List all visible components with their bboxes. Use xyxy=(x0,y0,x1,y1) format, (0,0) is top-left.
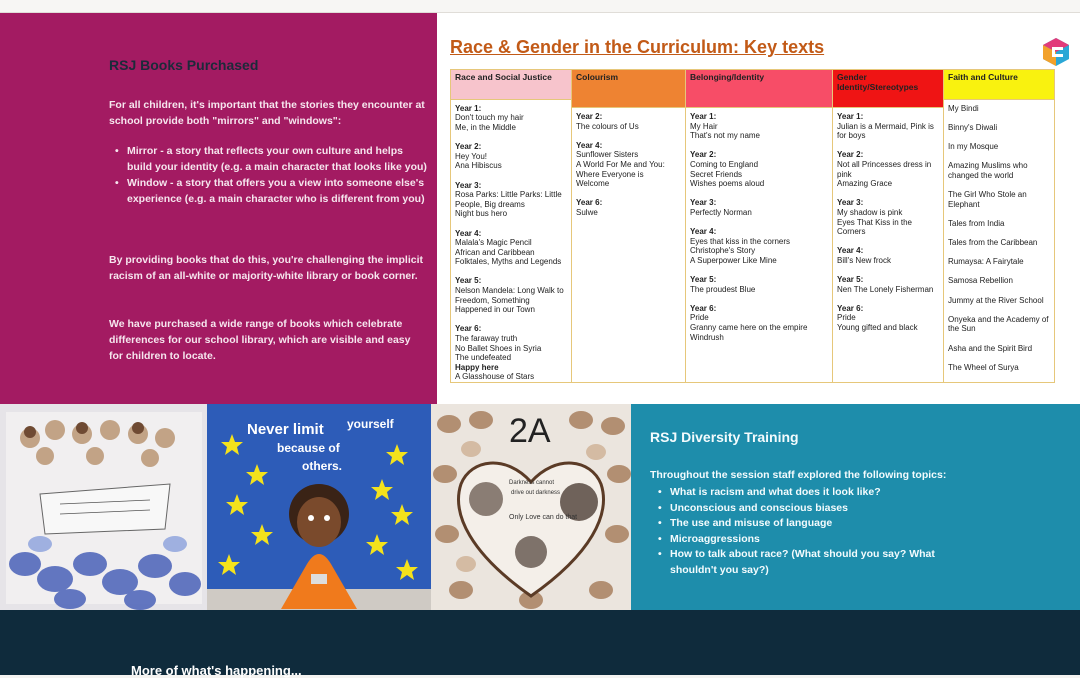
book-title: Folktales, Myths and Legends xyxy=(455,257,562,267)
year-label: Year 3: xyxy=(690,198,717,208)
book-title: Where Everyone is xyxy=(576,169,644,179)
year-label: Year 5: xyxy=(690,275,717,285)
mirror-window-list xyxy=(109,143,427,207)
year-label: Year 5: xyxy=(455,276,482,286)
column-body xyxy=(833,108,943,342)
year-label: Year 4: xyxy=(837,246,864,256)
svg-text:because of: because of xyxy=(277,441,340,455)
book-title: pink xyxy=(837,169,852,179)
key-texts-panel xyxy=(437,13,1080,404)
book-title: A World For Me and You: xyxy=(576,159,665,169)
book-title: The faraway truth xyxy=(455,334,518,344)
book-title: Me, in the Middle xyxy=(455,122,516,132)
book-title: Hey You! xyxy=(455,151,488,161)
book-title: My shadow is pink xyxy=(837,207,903,217)
column-faith-culture xyxy=(944,70,1054,382)
svg-text:others.: others. xyxy=(302,459,343,473)
book-title: Binny's Diwali xyxy=(948,122,998,132)
book-title: In my Mosque xyxy=(948,142,999,152)
key-texts-title: Race & Gender in the Curriculum: Key texts xyxy=(450,37,825,57)
book-title: The proudest Blue xyxy=(690,284,756,294)
year-label: Year 6: xyxy=(576,198,603,208)
key-texts-table xyxy=(450,69,1055,383)
book-title: Coming to England xyxy=(690,159,759,169)
book-title: Malala's Magic Pencil xyxy=(455,238,532,248)
book-title: Night bus hero xyxy=(455,209,508,219)
svg-text:Never limit: Never limit xyxy=(247,421,324,438)
never-limit-poster-photo xyxy=(207,404,431,610)
book-title: Onyeka and the Academy of the Sun xyxy=(948,314,1049,334)
window-bullet: • Window - a story that offers you a view into someone else's experience (e.g. a main character who is different from you) xyxy=(109,175,427,207)
topic-item: • What is racism and what does it look like? xyxy=(650,485,960,501)
book-title: Don't touch my hair xyxy=(455,113,524,123)
topic-item: • Unconscious and conscious biases xyxy=(650,501,960,517)
column-header: Belonging/Identity xyxy=(686,70,832,108)
class-2a-heart-photo xyxy=(431,404,631,610)
topic-item: • How to talk about race? (What should you say? What shouldn't you say?) xyxy=(650,547,960,578)
top-bar xyxy=(0,0,1080,13)
training-title: RSJ Diversity Training xyxy=(650,429,799,445)
book-title: Amazing Grace xyxy=(837,179,893,189)
year-label: Year 4: xyxy=(455,228,482,238)
column-header: Faith and Culture xyxy=(944,70,1054,100)
book-title: Samosa Rebellion xyxy=(948,276,1013,286)
book-title: Christophe's Story xyxy=(690,246,756,256)
year-label: Year 3: xyxy=(837,198,864,208)
book-title: My Hair xyxy=(690,121,718,131)
book-title: Granny came here on the empire xyxy=(690,323,808,333)
book-title: Sulwe xyxy=(576,207,598,217)
column-gender-identity xyxy=(833,70,944,382)
column-body xyxy=(686,108,832,352)
topic-item: • The use and misuse of language xyxy=(650,516,960,532)
svg-text:Darkness cannot: Darkness cannot xyxy=(509,480,555,486)
more-happening-heading: More of what's happening... xyxy=(131,663,302,678)
rsj-books-intro: For all children, it's important that the stories they encounter at school provide both "mirrors" and "windows": xyxy=(109,99,425,127)
book-title: Nen The Lonely Fisherman xyxy=(837,284,934,294)
column-body xyxy=(451,100,571,382)
book-title: Windrush xyxy=(690,332,724,342)
book-title: The colours of Us xyxy=(576,121,639,131)
svg-text:Only Love can do that: Only Love can do that xyxy=(509,514,578,521)
book-title: The Girl Who Stole an Elephant xyxy=(948,190,1027,209)
rsj-books-panel xyxy=(0,13,437,404)
book-title: Happened in our Town xyxy=(455,305,535,315)
book-title: Tales from India xyxy=(948,218,1005,228)
book-title: Wishes poems aloud xyxy=(690,179,765,189)
year-label: Year 1: xyxy=(837,112,864,121)
book-title: Happy here xyxy=(455,362,499,372)
book-title: African and Caribbean xyxy=(455,247,535,257)
book-title: A Superpower Like Mine xyxy=(690,255,777,265)
rsj-books-para3: We have purchased a wide range of books which celebrate differences for our school library, which are visible and easy for children to locate. xyxy=(109,318,411,362)
book-title: Ana Hibiscus xyxy=(455,161,502,171)
book-title: Eyes That Kiss in the xyxy=(837,217,912,227)
book-title: Young gifted and black xyxy=(837,323,918,333)
year-label: Year 6: xyxy=(690,303,717,313)
book-title: Perfectly Norman xyxy=(690,207,752,217)
column-body xyxy=(944,100,1054,382)
year-label: Year 2: xyxy=(690,150,717,160)
book-title: Jummy at the River School xyxy=(948,295,1044,305)
training-intro: Throughout the session staff explored the following topics: xyxy=(650,469,947,481)
year-label: Year 6: xyxy=(455,324,482,334)
footer-section xyxy=(0,610,1080,678)
book-title: Amazing Muslims who changed the world xyxy=(948,161,1028,180)
topic-item: • Microaggressions xyxy=(650,532,960,548)
column-race-social-justice xyxy=(451,70,572,382)
rsj-books-title: RSJ Books Purchased xyxy=(109,57,259,73)
book-title: Pride xyxy=(690,313,709,323)
book-title: That's not my name xyxy=(690,131,760,141)
year-label: Year 2: xyxy=(455,142,482,152)
book-title: Rosa Parks: Little Parks: Little xyxy=(455,190,562,200)
mirror-bullet: • Mirror - a story that reflects your own culture and helps build your identity (e.g. a main character that looks like you) xyxy=(109,143,427,175)
year-label: Year 1: xyxy=(455,103,482,113)
column-belonging-identity xyxy=(686,70,833,382)
year-label: Year 2: xyxy=(576,112,603,121)
training-topics-list xyxy=(650,485,960,579)
year-label: Year 5: xyxy=(837,275,864,285)
book-title: Secret Friends xyxy=(690,169,743,179)
year-label: Year 2: xyxy=(837,150,864,160)
book-title: Freedom, Something xyxy=(455,295,530,305)
year-label: Year 1: xyxy=(690,112,717,121)
column-body xyxy=(572,108,685,227)
column-header: Gender Identity/Stereotypes xyxy=(833,70,943,108)
column-header: Colourism xyxy=(572,70,685,108)
book-title: Corners xyxy=(837,227,866,237)
book-title: for boys xyxy=(837,131,866,141)
svg-text:yourself: yourself xyxy=(347,417,394,431)
book-title: Nelson Mandela: Long Walk to xyxy=(455,286,564,296)
book-title: Pride xyxy=(837,313,856,323)
book-title: Rumaysa: A Fairytale xyxy=(948,257,1024,267)
book-title: Welcome xyxy=(576,179,610,189)
book-title: The Wheel of Surya xyxy=(948,362,1019,372)
year-label: Year 6: xyxy=(837,303,864,313)
year-label: Year 4: xyxy=(576,140,603,150)
column-colourism xyxy=(572,70,686,382)
school-logo-icon xyxy=(1041,37,1071,67)
book-title: Tales from the Caribbean xyxy=(948,238,1038,248)
book-title: Sunflower Sisters xyxy=(576,150,639,160)
year-label: Year 4: xyxy=(690,227,717,237)
column-header: Race and Social Justice xyxy=(451,70,571,100)
book-title: No Ballet Shoes in Syria xyxy=(455,343,542,353)
book-title: Bill's New frock xyxy=(837,255,891,265)
diversity-training-panel xyxy=(631,404,1080,610)
book-title: People, Big dreams xyxy=(455,199,525,209)
year-label: Year 3: xyxy=(455,180,482,190)
book-title: Eyes that kiss in the corners xyxy=(690,236,791,246)
handprint-artwork-photo xyxy=(0,404,207,610)
book-title: Not all Princesses dress in xyxy=(837,159,932,169)
book-title: Julian is a Mermaid, Pink is xyxy=(837,121,934,131)
book-title: Asha and the Spirit Bird xyxy=(948,343,1033,353)
book-title: The undefeated xyxy=(455,353,512,363)
book-title: My Bindi xyxy=(948,103,979,113)
book-title: A Glasshouse of Stars xyxy=(455,372,535,382)
svg-text:drive out darkness: drive out darkness xyxy=(511,490,561,496)
class-label: 2A xyxy=(509,412,551,450)
rsj-books-para2: By providing books that do this, you're challenging the implicit racism of an all-white or majority-white library or book corner. xyxy=(109,254,424,282)
